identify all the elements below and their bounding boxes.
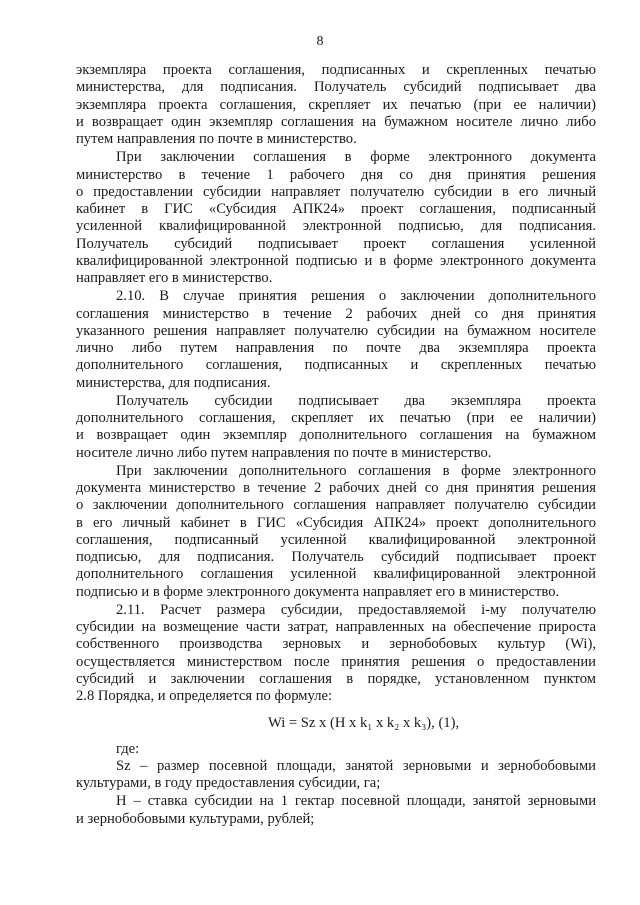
paragraph-1 <box>76 62 596 148</box>
definition-sz <box>76 758 596 793</box>
text-line: экземпляра проекта соглашения, скрепляет их печатью (при ее наличии) <box>76 96 596 113</box>
text-line: квалифицированной электронной подписью и в форме электронного документа <box>76 252 596 269</box>
text-line: Sz – размер посевной площади, занятой зерновыми и зернобобовыми <box>116 757 596 774</box>
text-line: 2.10. В случае принятия решения о заключении дополнительного <box>116 288 596 305</box>
paragraph-2-11 <box>76 602 596 706</box>
text-line: дополнительного соглашения, скрепляет их печатью (при ее наличии) <box>76 410 596 426</box>
text-line: При заключении дополнительного соглашения в форме электронного <box>116 462 596 479</box>
text-line: дополнительного соглашения усиленной квалифицированной электронной <box>76 566 596 583</box>
text-line: Получатель субсидии подписывает два экземпляра проекта <box>116 392 596 409</box>
text-line: соглашения, подписанный усиленной квалифицированной электронной <box>76 531 596 548</box>
text-line: направляет его в министерство. <box>76 270 273 286</box>
text-line: культурами, в году предоставления субсидии, га; <box>76 775 381 791</box>
paragraph-2-10 <box>76 288 596 392</box>
formula: Wi = Sz x (H x k₁ x k₂ x k₃), (1), <box>268 715 460 732</box>
text-line: 2.11. Расчет размера субсидии, предоставляемой i-му получателю <box>116 601 596 618</box>
text-line: о предоставлении субсидии направляет получателю субсидии в его личный <box>76 183 596 200</box>
text-line: путем направления по почте в министерство. <box>76 131 357 147</box>
document-body <box>76 62 596 828</box>
text-line: кабинет в ГИС «Субсидия АПК24» проект соглашения, подписанный <box>76 201 596 217</box>
text-line: министерства, для подписания. Получатель субсидий подписывает два <box>76 79 596 96</box>
text-line: подписью, для подписания. Получатель субсидий подписывает проект <box>76 549 596 565</box>
text-line: дополнительного соглашения, подписанных и скрепленных печатью <box>76 357 596 374</box>
text-line: указанного решения направляет получателю субсидии на бумажном носителе <box>76 322 596 339</box>
page-number: 8 <box>316 34 324 49</box>
text-line: Получатель субсидий подписывает проект соглашения усиленной <box>76 235 596 252</box>
text-line: усиленной квалифицированной электронной подписью, для подписания. <box>76 218 596 235</box>
text-line: подписью и в форме электронного документа направляет его в министерство. <box>76 583 560 600</box>
text-line: и зернобобовыми культурами, рублей; <box>76 810 315 827</box>
text-line: субсидий и заключении соглашения в порядке, установленном пунктом <box>76 670 596 687</box>
definition-h <box>76 793 596 828</box>
text-line: в его личный кабинет в ГИС «Субсидия АПК24» проект дополнительного <box>76 514 596 531</box>
text-line: и возвращает один экземпляр дополнительного соглашения на бумажном <box>76 427 596 444</box>
text-line: носителе лично либо путем направления по почте в министерство. <box>76 444 492 461</box>
text-line: собственного производства зерновых и зернобобовых культур (Wi), <box>76 636 596 653</box>
text-line: осуществляется министерством после принятия решения о предоставлении <box>76 653 596 670</box>
paragraph-2 <box>76 149 596 287</box>
text-line: 2.8 Порядка, и определяется по формуле: <box>76 688 333 704</box>
text-line: министерства, для подписания. <box>76 374 271 391</box>
text-line: соглашения министерство в течение 2 рабочих дней со дня принятия <box>76 305 596 322</box>
text-line: При заключении соглашения в форме электронного документа <box>116 149 596 166</box>
text-line: документа министерство в течение 2 рабочих дней со дня принятия решения <box>76 480 596 496</box>
paragraph-5 <box>76 463 596 601</box>
text-line: и возвращает один экземпляр соглашения на бумажном носителе лично либо <box>76 113 596 130</box>
text-line: министерство в течение 1 рабочего дня со дня принятия решения <box>76 166 596 183</box>
text-line: H – ставка субсидии на 1 гектар посевной площади, занятой зерновыми <box>116 793 596 810</box>
text-line: экземпляра проекта соглашения, подписанных и скрепленных печатью <box>76 62 596 78</box>
paragraph-4 <box>76 393 596 462</box>
text-line: субсидии на возмещение части затрат, направленных на обеспечение прироста <box>76 619 596 635</box>
text-line: лично либо путем направления по почте два экземпляра проекта <box>76 340 596 356</box>
text-line: о заключении дополнительного соглашения направляет получателю субсидии <box>76 497 596 514</box>
where-label: где: <box>116 740 140 757</box>
